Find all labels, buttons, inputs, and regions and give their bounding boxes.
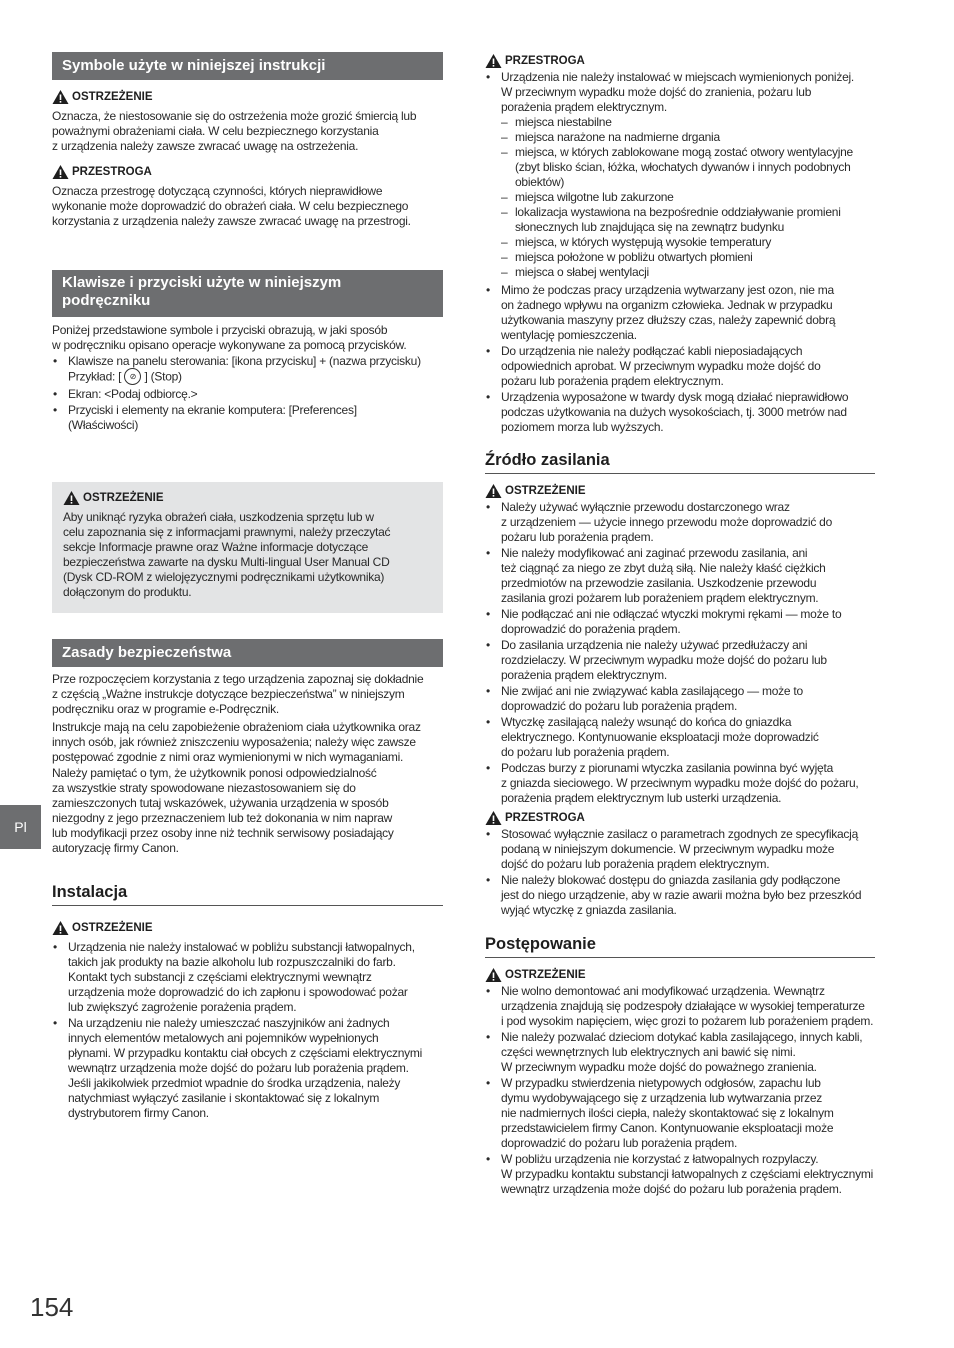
caution-label xyxy=(485,810,875,826)
warning-label xyxy=(52,89,443,105)
list-item: • Urządzenia wyposażone w twardy dysk mogą działać nieprawidłowo podczas użytkowania na dużych wysokościach, tj. 3000 metrów nad poziomem morza lub wyższych. xyxy=(485,390,875,435)
warning-label-text: OSTRZEŻENIE xyxy=(83,492,164,504)
list-item: – miejsca wilgotne lub zakurzone xyxy=(501,190,875,205)
warning-icon xyxy=(52,89,69,105)
list-item: • Przyciski i elementy na ekranie komputera: [Preferences] (Właściwości) xyxy=(52,403,443,433)
section-handling-heading xyxy=(485,934,875,958)
stop-key-icon: ⊘ xyxy=(124,368,141,385)
list-item: • Urządzenia nie należy instalować w miejscach wymienionych poniżej. W przeciwnym wypadku może dojść do zranienia, pożaru lub porażenia prądem elektrycznym. – miejsca niestabilne – miejsca narażone na nadmierne drgania – miejsca, w których zablokowane mogą zostać otwory wentylacyjne (zbyt blisko ścian, łóżka, włochatych dywanów i innych podobnych obiektów) – miejsca wilgotne lub zakurzone – lokalizacja wystawiona na bezpośrednie oddziaływanie promieni słonecznych lub znajdująca się na zewnątrz budynku – miejsca, w których występują wysokie temperatury – miejsca położone w pobliżu otwartych płomieni – miejsca o słabej wentylacji xyxy=(485,70,875,280)
caution-description: Oznacza przestrogę dotyczącą czynności, których nieprawidłowe wykonanie może doprowadzić do obrażeń ciała. W celu bezpiecznego korzystania z urządzenia należy zawsze zwracać uwagę na przestrogi. xyxy=(52,184,411,228)
section-install-heading xyxy=(52,882,443,906)
warning-label xyxy=(63,490,432,506)
list-item: – miejsca niestabilne xyxy=(501,115,875,130)
list-item: • Nie należy pozwalać dzieciom dotykać kabla zasilającego, innych kabli, części wewnętrznych lub elektrycznych ani bawić się nimi. W przeciwnym wypadku może dojść do poważnego zranienia. xyxy=(485,1030,875,1075)
section-symbols-header xyxy=(52,52,443,80)
language-tab-label: Pl xyxy=(14,819,27,835)
language-tab xyxy=(0,805,41,849)
caution-label xyxy=(485,53,875,69)
list-item: – lokalizacja wystawiona na bezpośrednie oddziaływanie promieni słonecznych lub znajdująca się na zewnątrz budynku xyxy=(501,205,875,235)
notice-text: Aby uniknąć ryzyka obrażeń ciała, uszkodzenia sprzętu lub w celu zapoznania się z informacjami prawnymi, należy przeczytać sekcje Informacje prawne oraz Ważne informacje dotyczące bezpieczeństwa zawarte na dysku Multi-lingual User Manual CD (Dysk CD-ROM z wielojęzycznymi podręcznikami użytkownika) dołączonym do produktu. xyxy=(63,510,391,599)
warning-label xyxy=(485,483,875,499)
keys-list xyxy=(52,354,443,434)
section-title: Klawisze i przyciski użyte w niniejszym xyxy=(62,274,342,291)
section-safety-header xyxy=(52,639,443,667)
warning-icon xyxy=(52,920,69,936)
safety-paragraph-2: Instrukcje mają na celu zapobieżenie obrażeniom ciała użytkownika oraz innych osób, jak również zniszczeniu wyposażenia; należy więc zawsze postępować zgodnie z nimi oraz wymienionymi w nich wymaganiami. xyxy=(52,720,421,764)
section-title: Postępowanie xyxy=(485,935,596,953)
safety-paragraph-3: Należy pamiętać o tym, że użytkownik ponosi odpowiedzialność za wszystkie straty spowodowane niezastosowaniem się do zamieszczonych tutaj wskazówek, używania urządzenia w sposób niezgodny z jego przeznaczeniem lub też dokonania w nim napraw lub modyfikacji przez osoby inne niż technik serwisowy posiadający autoryzację firmy Canon. xyxy=(52,766,394,855)
list-item: • Stosować wyłącznie zasilacz o parametrach zgodnych ze specyfikacją podaną w niniejszym dokumencie. W przeciwnym wypadku może dojść do pożaru lub porażenia prądem elektrycznym. xyxy=(485,827,875,872)
list-item: • W przypadku stwierdzenia nietypowych odgłosów, zapachu lub dymu wydobywającego się z urządzenia lub wytwarzania przez nie nadmiernych ilości ciepła, należy skontaktować się z lokalnym przedstawicielem firmy Canon. Kontynuowanie eksploatacji może doprowadzić do pożaru lub porażenia prądem. xyxy=(485,1076,875,1151)
keys-intro: Poniżej przedstawione symbole i przyciski obrazują, w jaki sposób w podręczniku opisano operacje wykonywane za pomocą przycisków. xyxy=(52,323,407,352)
list-item: • Nie należy modyfikować ani zaginać przewodu zasilania, ani też ciągnąć za niego ze zbyt dużą siłą. Nie należy kłaść ciężkich przedmiotów na przewodzie zasilania. Uszkodzenie przewodu zasilania grozi pożarem lub porażeniem prądem elektrycznym. xyxy=(485,546,875,606)
install-caution-list xyxy=(485,70,875,281)
section-title: Instalacja xyxy=(52,883,128,901)
list-item: • Nie należy blokować dostępu do gniazda zasilania gdy podłączone jest do niego urządzenie, aby w razie awarii można było bez przeszkód wyjąć wtyczkę z gniazda zasilania. xyxy=(485,873,875,918)
list-item: • Ekran: <Podaj odbiorcę.> xyxy=(52,387,443,402)
warning-label-text: OSTRZEŻENIE xyxy=(72,91,153,103)
install-caution-list-2 xyxy=(485,283,875,436)
places-list xyxy=(501,115,875,280)
list-item: • W pobliżu urządzenia nie korzystać z łatwopalnych rozpylaczy. W przypadku kontaktu substancji łatwopalnych z częściami elektrycznymi wewnątrz urządzenia może dojść do pożaru lub porażenia prądem. xyxy=(485,1152,875,1197)
list-item: • Nie podłączać ani nie odłączać wtyczki mokrymi rękami — może to doprowadzić do porażenia prądem. xyxy=(485,607,875,637)
list-item: • Urządzenia nie należy instalować w pobliżu substancji łatwopalnych, takich jak produkty na bazie alkoholu lub rozpuszczalniki do farb. Kontakt tych substancji z częściami elektrycznymi wewnątrz urządzenia może doprowadzić do ich zapłonu i spowodować pożar lub zwiększyć zagrożenie porażenia prądem. xyxy=(52,940,443,1015)
warning-label xyxy=(52,920,443,936)
warning-icon xyxy=(52,164,69,180)
list-item: – miejsca położone w pobliżu otwartych płomieni xyxy=(501,250,875,265)
safety-paragraph-1: Prze rozpoczęciem korzystania z tego urządzenia zapoznaj się dokładnie z częścią „Ważne instrukcje dotyczące bezpieczeństwa” w niniejszym podręczniku oraz w programie e-Podręcznik. xyxy=(52,672,424,716)
section-keys-header xyxy=(52,270,443,317)
install-warning-list xyxy=(52,940,443,1122)
list-item: • Klawisze na panelu sterowania: [ikona przycisku] + (nazwa przycisku) Przykład: [ ⊘ ] (Stop) xyxy=(52,354,443,386)
warning-icon xyxy=(63,490,80,506)
list-item: • Mimo że podczas pracy urządzenia wytwarzany jest ozon, nie ma on żadnego wpływu na organizm człowieka. Jednak w przypadku użytkowania maszyny przez dłuższy czas, należy zapewnić dobrą wentylację pomieszczenia. xyxy=(485,283,875,343)
caution-label-text: PRZESTROGA xyxy=(505,812,585,824)
list-item: • Nie wolno demontować ani modyfikować urządzenia. Wewnątrz urządzenia znajdują się podzespoły działające w wysokiej temperaturze i pod wysokim napięciem, więc grozi to pożarem lub porażeniem prądem. xyxy=(485,984,875,1029)
section-title-cont: podręczniku xyxy=(62,292,151,309)
notice-box xyxy=(52,482,443,613)
handling-warning-list xyxy=(485,984,875,1198)
list-item: • Na urządzeniu nie należy umieszczać naszyjników ani żadnych innych elementów metalowych ani pojemników wypełnionych płynami. W przypadku kontaktu ciał obcych z częściami elektrycznymi wewnątrz urządzenia może dojść do pożaru lub porażenia prądem. Jeśli jakikolwiek przedmiot wpadnie do środka urządzenia, należy natychmiast wyłączyć zasilanie i skontaktować się z lokalnym dystrybutorem firmy Canon. xyxy=(52,1016,443,1121)
section-title: Symbole użyte w niniejszej instrukcji xyxy=(62,57,326,74)
caution-label-text: PRZESTROGA xyxy=(72,166,152,178)
list-item: • Nie zwijać ani nie związywać kabla zasilającego — może to doprowadzić do pożaru lub porażenia prądem. xyxy=(485,684,875,714)
power-warning-list xyxy=(485,500,875,807)
list-item: – miejsca o słabej wentylacji xyxy=(501,265,875,280)
list-item: • Do zasilania urządzenia nie należy używać przedłużaczy ani rozdzielaczy. W przeciwnym wypadku może dojść do pożaru lub porażenia prądem elektrycznym. xyxy=(485,638,875,683)
list-item: – miejsca, w których zablokowane mogą zostać otwory wentylacyjne (zbyt blisko ścian, łóżka, włochatych dywanów i innych podobnych obiektów) xyxy=(501,145,875,190)
warning-label-text: OSTRZEŻENIE xyxy=(505,969,586,981)
page-number: 154 xyxy=(30,1292,74,1322)
warning-icon xyxy=(485,483,502,499)
warning-label-text: OSTRZEŻENIE xyxy=(505,485,586,497)
list-item: – miejsca, w których występują wysokie temperatury xyxy=(501,235,875,250)
power-caution-list xyxy=(485,827,875,919)
warning-description: Oznacza, że niestosowanie się do ostrzeżenia może grozić śmiercią lub poważnymi obrażeniami ciała. W celu bezpiecznego korzystania z urządzenia należy zawsze zwracać uwagę na ostrzeżenia. xyxy=(52,109,417,153)
section-title: Źródło zasilania xyxy=(485,451,610,469)
warning-icon xyxy=(485,810,502,826)
list-item: – miejsca narażone na nadmierne drgania xyxy=(501,130,875,145)
caution-label xyxy=(52,164,443,180)
warning-icon xyxy=(485,53,502,69)
warning-label-text: OSTRZEŻENIE xyxy=(72,922,153,934)
list-item: • Do urządzenia nie należy podłączać kabli nieposiadających odpowiednich aprobat. W przeciwnym wypadku może dojść do pożaru lub porażenia prądem elektrycznym. xyxy=(485,344,875,389)
warning-icon xyxy=(485,967,502,983)
caution-label-text: PRZESTROGA xyxy=(505,55,585,67)
list-item: • Należy używać wyłącznie przewodu dostarczonego wraz z urządzeniem — użycie innego przewodu może doprowadzić do pożaru lub porażenia prądem. xyxy=(485,500,875,545)
list-item: • Wtyczkę zasilającą należy wsunąć do końca do gniazdka elektrycznego. Kontynuowanie eksploatacji może doprowadzić do pożaru lub porażenia prądem. xyxy=(485,715,875,760)
list-item: • Podczas burzy z piorunami wtyczka zasilania powinna być wyjęta z gniazda sieciowego. W przeciwnym wypadku może dojść do pożaru, porażenia prądem elektrycznym lub usterki urządzenia. xyxy=(485,761,875,806)
warning-label xyxy=(485,967,875,983)
section-power-heading xyxy=(485,450,875,474)
section-title: Zasady bezpieczeństwa xyxy=(62,644,232,661)
